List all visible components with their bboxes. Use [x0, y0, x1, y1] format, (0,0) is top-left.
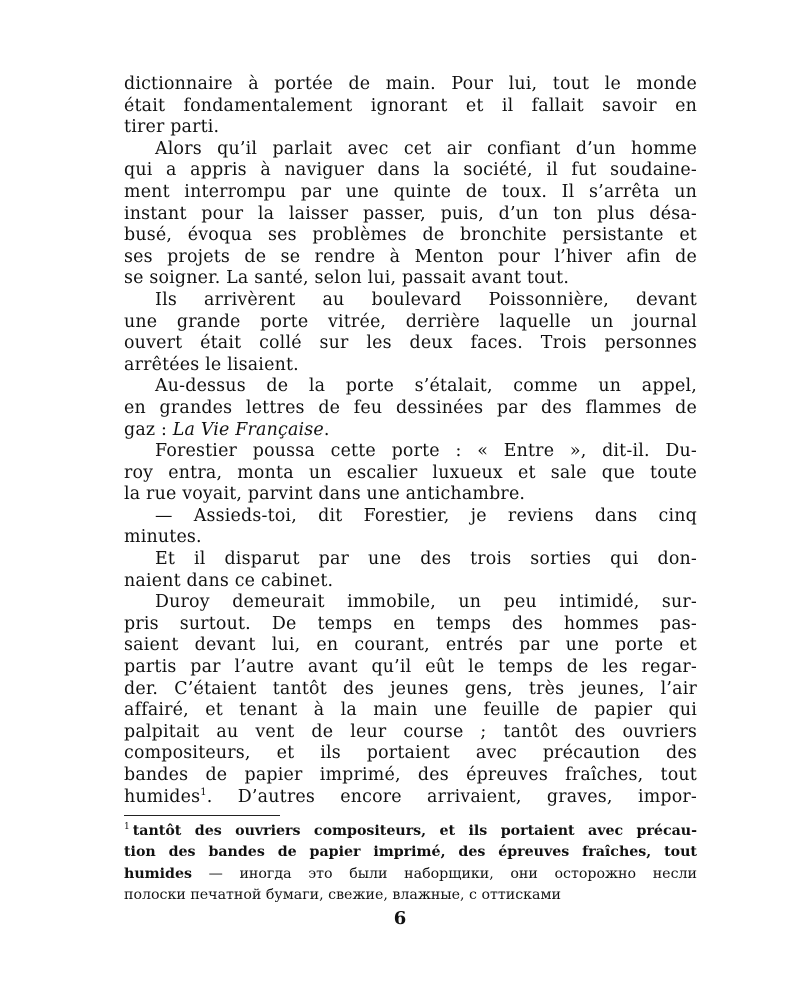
text-line-content: une grande porte vitrée, derrière laquelle un journal [124, 311, 697, 332]
text-line-content: minutes. [124, 527, 202, 548]
text-line [124, 160, 697, 182]
text-line [124, 139, 697, 161]
text-line-content: la rue voyait, parvint dans une antichambre. [124, 484, 526, 505]
text-line [124, 182, 697, 204]
footnote-translation: — иногда это были наборщики, они осторожно несли [191, 865, 697, 882]
footnote [124, 821, 697, 907]
text-line-content: Forestier poussa cette porte : « Entre », dit-il. Du- [155, 441, 697, 462]
text-line-content: gaz : [124, 419, 173, 440]
page-number: 6 [393, 908, 407, 929]
footnote-reference[interactable]: 1 [200, 786, 207, 798]
text-line [124, 74, 697, 96]
text-line [124, 722, 697, 744]
text-line-content: roy entra, monta un escalier luxueux et sale que toute [124, 462, 697, 483]
text-line [124, 290, 697, 312]
text-line [124, 225, 697, 247]
text-line-content: partis par l’autre avant qu’il eût le temps de les regar- [124, 657, 697, 678]
text-line [124, 635, 697, 657]
text-line [124, 592, 697, 614]
text-line-content: — Assieds-toi, dit Forestier, je reviens dans cinq [155, 505, 697, 526]
text-line-content: humides [124, 786, 201, 807]
text-line [124, 549, 697, 571]
text-line [124, 463, 697, 485]
text-line [124, 355, 697, 377]
text-line [124, 441, 697, 463]
text-line [124, 420, 697, 442]
text-line-content: en grandes lettres de feu dessinées par des flammes de [124, 397, 697, 418]
text-line [124, 268, 697, 290]
footnote-marker: 1 [124, 822, 130, 832]
text-line-content: palpitait au vent de leur course ; tantôt des ouvriers [124, 721, 697, 742]
text-line [124, 333, 697, 355]
footnote-french-text: humides [124, 865, 192, 882]
footnote-french-text: tantôt des ouvriers compositeurs, et ils portaient avec précau- [132, 823, 697, 839]
text-line [124, 96, 697, 118]
text-line-content: bandes de papier imprimé, des épreuves fraîches, tout [124, 765, 697, 785]
text-line-content: arrêtées le lisaient. [124, 354, 299, 375]
text-line-content: compositeurs, et ils portaient avec précaution des [124, 743, 697, 764]
main-text [124, 74, 697, 808]
text-line [124, 765, 697, 787]
text-line [124, 700, 697, 722]
text-line [124, 679, 697, 701]
text-line-content: naient dans ce cabinet. [124, 570, 334, 591]
footnote-line [124, 864, 697, 885]
text-line-content: qui a appris à naviguer dans la société, il fut soudaine- [124, 160, 697, 181]
text-line-content: Alors qu’il parlait avec cet air confiant d’un homme [155, 138, 697, 159]
text-line-content: dictionnaire à portée de main. Pour lui, tout le monde [124, 74, 697, 94]
text-line-content: Ils arrivèrent au boulevard Poissonnière, devant [155, 289, 697, 310]
text-line-content: Et il disparut par une des trois sorties qui don- [155, 549, 697, 570]
text-line-content: instant pour la laisser passer, puis, d’un ton plus désa- [124, 203, 697, 224]
text-line [124, 614, 697, 636]
text-line [124, 571, 697, 593]
text-line-content: saient devant lui, en courant, entrés par une porte et [124, 635, 697, 656]
text-line-content: ses projets de se rendre à Menton pour l’hiver afin de [124, 246, 697, 267]
text-line-tail: . D’autres encore arrivaient, graves, impor- [206, 786, 697, 807]
text-line [124, 743, 697, 765]
footnote-french-text: tion des bandes de papier imprimé, des épreuves fraîches, tout [124, 844, 697, 861]
footnote-translation: полоски печатной бумаги, свежие, влажные, с оттисками [124, 887, 561, 904]
text-line-content: pris surtout. De temps en temps des hommes pas- [124, 613, 697, 634]
text-line [124, 484, 697, 506]
text-line-content: était fondamentalement ignorant et il fallait savoir en [124, 95, 697, 116]
text-line [124, 247, 697, 269]
text-line [124, 527, 697, 549]
footnote-divider [124, 815, 280, 816]
text-line-content: se soigner. La santé, selon lui, passait avant tout. [124, 268, 570, 289]
footnote-line [124, 821, 697, 842]
text-line-content: ment interrompu par une quinte de toux. Il s’arrêta un [124, 181, 697, 202]
text-line [124, 204, 697, 226]
text-line [124, 506, 697, 528]
text-line [124, 787, 697, 809]
text-line-content: Au-dessus de la porte s’étalait, comme un appel, [155, 376, 697, 397]
footnote-line [124, 842, 697, 863]
text-line-content: Duroy demeurait immobile, un peu intimidé, sur- [155, 592, 697, 613]
text-line [124, 312, 697, 334]
text-line-content: tirer parti. [124, 117, 220, 138]
text-line-content: affairé, et tenant à la main une feuille de papier qui [124, 700, 697, 721]
text-line [124, 376, 697, 398]
text-line [124, 657, 697, 679]
text-line [124, 398, 697, 420]
text-line-content: ouvert était collé sur les deux faces. Trois personnes [124, 333, 697, 354]
newspaper-title: La Vie Française [172, 419, 324, 440]
text-line [124, 117, 697, 139]
text-line-content: der. C’étaient tantôt des jeunes gens, très jeunes, l’air [124, 678, 697, 699]
text-line-content: busé, évoqua ses problèmes de bronchite persistante et [124, 225, 697, 246]
text-line-tail: . [323, 419, 330, 440]
footnote-line [124, 885, 697, 906]
